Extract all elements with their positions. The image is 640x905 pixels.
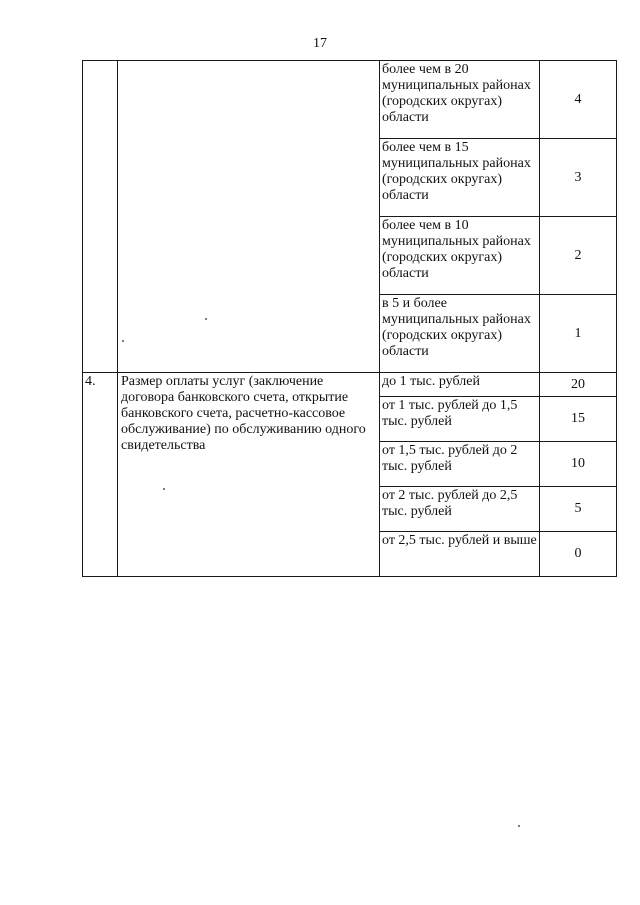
- scan-speck: [163, 488, 165, 490]
- criterion-number: 4.: [83, 373, 118, 577]
- condition-cell: до 1 тыс. рублей: [380, 373, 540, 397]
- score-cell: 1: [540, 295, 617, 373]
- scan-speck: [205, 318, 207, 320]
- criterion-number: [83, 61, 118, 373]
- condition-cell: от 1 тыс. рублей до 1,5 тыс. рублей: [380, 397, 540, 442]
- score-cell: 5: [540, 487, 617, 532]
- condition-cell: более чем в 10 муниципальных районах (городских округах) области: [380, 217, 540, 295]
- score-cell: 15: [540, 397, 617, 442]
- condition-cell: от 2,5 тыс. рублей и выше: [380, 532, 540, 577]
- condition-cell: в 5 и более муниципальных районах (городских округах) области: [380, 295, 540, 373]
- score-cell: 10: [540, 442, 617, 487]
- score-cell: 3: [540, 139, 617, 217]
- table-row: [83, 61, 617, 139]
- score-cell: 2: [540, 217, 617, 295]
- scan-speck: [518, 825, 520, 827]
- page-number: 17: [313, 36, 327, 51]
- criteria-table: [82, 60, 617, 577]
- condition-cell: от 1,5 тыс. рублей до 2 тыс. рублей: [380, 442, 540, 487]
- score-cell: 0: [540, 532, 617, 577]
- criterion-name: Размер оплаты услуг (заключение договора банковского счета, открытие банковского счета, расчетно-кассовое обслуживание) по обслуживанию одного свидетельства: [118, 373, 380, 577]
- table-row: [83, 373, 617, 397]
- condition-cell: более чем в 15 муниципальных районах (городских округах) области: [380, 139, 540, 217]
- scan-speck: [122, 340, 124, 342]
- criterion-name: [118, 61, 380, 373]
- score-cell: 20: [540, 373, 617, 397]
- score-cell: 4: [540, 61, 617, 139]
- condition-cell: от 2 тыс. рублей до 2,5 тыс. рублей: [380, 487, 540, 532]
- condition-cell: более чем в 20 муниципальных районах (городских округах) области: [380, 61, 540, 139]
